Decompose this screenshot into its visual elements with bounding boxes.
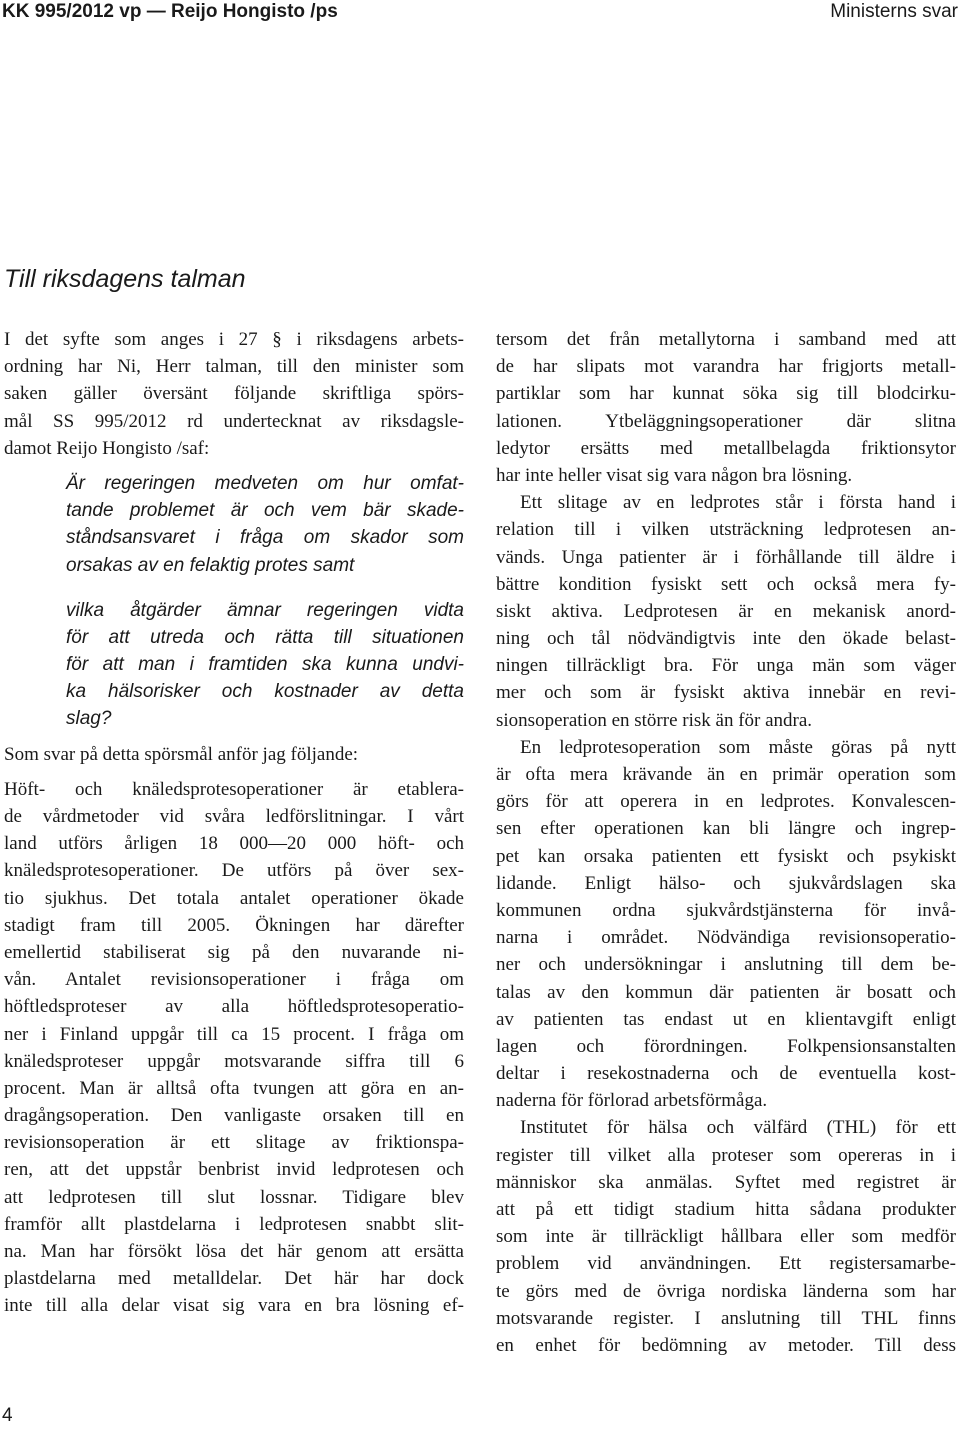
body-line: partiklar som har kunnat söka sig till blodcirku-: [496, 383, 956, 405]
body-line: ner och undersökningar i anslutning till dem be-: [496, 954, 956, 976]
body-line: knäledsproteser uppgår motsvarande siffra till 6: [4, 1050, 464, 1072]
paragraph-wear: [496, 489, 956, 734]
intro-paragraph: [4, 326, 464, 462]
document-type-header: Ministerns svar: [830, 1, 958, 22]
body-line: stadigt fram till 2005. Ökningen har därefter: [4, 914, 464, 936]
paragraph-thl-register: [496, 1114, 956, 1359]
body-line: lationen. Ytbeläggningsoperationer där slitna: [496, 410, 956, 432]
body-line: höftledsproteser av alla höftledsprotesoperatio-: [4, 996, 464, 1018]
body-line: lidande. Enligt hälso- och sjukvårdslagen ska: [496, 872, 956, 894]
body-line: mer och som är fysiskt aktiva innebär en revi-: [496, 682, 956, 704]
body-line: vänds. Unga patienter är i förhållande till äldre i: [496, 546, 956, 568]
body-line: narna i området. Nödvändiga revisionsoperatio-: [496, 927, 956, 949]
paragraph-revision-operation: [496, 734, 956, 1115]
body-line: land utförs årligen 18 000—20 000 höft- och: [4, 833, 464, 855]
body-line: emellertid stabiliserat sig på den nuvarande ni-: [4, 941, 464, 963]
body-line: ning och tål nödvändigtvis inte den ökade belast-: [496, 628, 956, 650]
body-line: sionsoperation en större risk än för andra.: [496, 709, 813, 731]
intro-line: ordning har Ni, Herr talman, till den minister som: [4, 356, 464, 378]
question-line: slag?: [66, 708, 112, 730]
answer-body-paragraph: [4, 776, 464, 1320]
body-line: na. Man har försökt lösa det här genom att ersätta: [4, 1241, 464, 1262]
body-line: Höft- och knäledsprotesoperationer är etablera-: [4, 778, 464, 800]
body-line: procent. Man är alltså ofta tvungen att göra en an-: [4, 1077, 464, 1099]
body-line: plastdelarna med metalldelar. Det här har dock: [4, 1268, 464, 1290]
body-line: ningen tillräckligt bra. För unga män som väger: [496, 655, 956, 677]
body-line: ner i Finland uppgår till ca 15 procent. I fråga om: [4, 1023, 464, 1045]
body-line: människor ska anmälas. Syftet med registret är: [496, 1171, 956, 1193]
body-line: sen efter operationen kan bli längre och ingrep-: [496, 818, 956, 840]
body-line: de vårdmetoder vid svåra ledförslitningar. I vårt: [4, 806, 464, 827]
body-line: problem vid användningen. Ett registersamarbe-: [496, 1253, 956, 1275]
body-line: vån. Antalet revisionsoperationer i fråga om: [4, 969, 464, 991]
body-line: framför allt plastdelarna i ledprotesen snabbt slit-: [4, 1213, 464, 1235]
question-line: orsakas av en felaktig protes samt: [66, 554, 355, 576]
question-line: för att utreda och rätta till situationen: [66, 626, 464, 648]
question-line: tande problemet är och vem bär skade-: [66, 500, 464, 522]
body-line: att ledprotesen till slut lossnar. Tidigare blev: [4, 1186, 464, 1208]
body-line: de har slipats mot varandra har frigjorts metall-: [496, 356, 956, 378]
question-line: vilka åtgärder ämnar regeringen vidta: [66, 599, 464, 621]
intro-line: mål SS 995/2012 rd undertecknat av riksdagsle-: [4, 410, 464, 432]
body-line: görs för att operera in en ledprotes. Konvalescen-: [496, 791, 956, 813]
body-line: En ledprotesoperation som måste göras på nytt: [520, 736, 956, 758]
body-line: dragångsoperation. Den vanligaste orsaken till en: [4, 1105, 464, 1127]
body-line: tio sjukhus. Det totala antalet operationer ökade: [4, 887, 464, 909]
body-line: en enhet för bedömning av metoder. Till dess: [496, 1334, 956, 1356]
document-reference-header: KK 995/2012 vp — Reijo Hongisto /ps: [2, 1, 338, 22]
body-line: pet kan orsaka patienten ett fysiskt och psykiskt: [496, 845, 956, 867]
body-line: lagen och förordningen. Folkpensionsanstalten: [496, 1035, 956, 1057]
body-line: att på ett tidigt stadium hitta sådana produkter: [496, 1199, 956, 1220]
body-line: te görs med de övriga nordiska länderna som har: [496, 1280, 956, 1302]
paragraph-continuation: [496, 326, 956, 489]
body-line: register till vilket alla proteser som opereras in i: [496, 1144, 956, 1166]
intro-line: I det syfte som anges i 27 § i riksdagens arbets-: [4, 329, 464, 350]
body-line: som inte är tillräckligt hållbara eller som medför: [496, 1226, 956, 1248]
body-line: talas av den kommun där patienten är bosatt och: [496, 981, 956, 1003]
body-line: relation till i vilken utsträckning ledprotesen an-: [496, 519, 956, 541]
answer-intro: Som svar på detta spörsmål anför jag följande:: [4, 743, 359, 765]
body-line: motsvarande register. I anslutning till THL finns: [496, 1307, 956, 1329]
question-line: ståndsansvaret i fråga om skador som: [66, 527, 464, 549]
left-text-column: [4, 326, 464, 1320]
body-line: knäledsprotesoperationer. De utförs på över sex-: [4, 860, 464, 882]
body-line: Institutet för hälsa och välfärd (THL) för ett: [520, 1117, 956, 1139]
body-line: bättre kondition fysiskt sett och också mera fy-: [496, 573, 956, 595]
intro-line: saken gäller översänt följande skriftliga spörs-: [4, 383, 464, 405]
page-number: 4: [2, 1405, 13, 1426]
body-line: har inte heller visat sig vara någon bra lösning.: [496, 464, 853, 486]
question-block-1: [4, 470, 464, 579]
body-line: Ett slitage av en ledprotes står i första hand i: [520, 492, 956, 514]
body-line: av patienten tas endast ut en klientavgift enligt: [496, 1008, 956, 1030]
body-line: naderna för förlorad arbetsförmåga.: [496, 1090, 768, 1112]
body-line: revisionsoperation är ett slitage av friktionspa-: [4, 1132, 464, 1154]
question-block-2: [4, 597, 464, 733]
body-line: kommunen ordna sjukvårdstjänsterna för invå-: [496, 899, 956, 921]
right-text-column: [496, 326, 956, 1359]
body-line: är ofta mera krävande än en primär operation som: [496, 764, 956, 785]
body-line: deltar i resekostnaderna och de eventuella kost-: [496, 1063, 956, 1085]
body-line: tersom det från metallytorna i samband med att: [496, 329, 956, 350]
body-line: ledytor ersätts med metallbelagda friktionsytor: [496, 437, 956, 459]
salutation-heading: Till riksdagens talman: [4, 265, 246, 293]
body-line: ren, att det uppstår benbrist invid ledprotesen och: [4, 1159, 464, 1181]
question-line: Är regeringen medveten om hur omfat-: [66, 472, 464, 494]
question-line: ka hälsorisker och kostnader av detta: [66, 681, 464, 703]
question-line: för att man i framtiden ska kunna undvi-: [66, 654, 464, 676]
body-line: inte till alla delar visat sig vara en bra lösning ef-: [4, 1295, 464, 1317]
body-line: siskt aktiva. Ledprotesen är en mekanisk anord-: [496, 600, 956, 622]
intro-line: damot Reijo Hongisto /saf:: [4, 437, 210, 459]
